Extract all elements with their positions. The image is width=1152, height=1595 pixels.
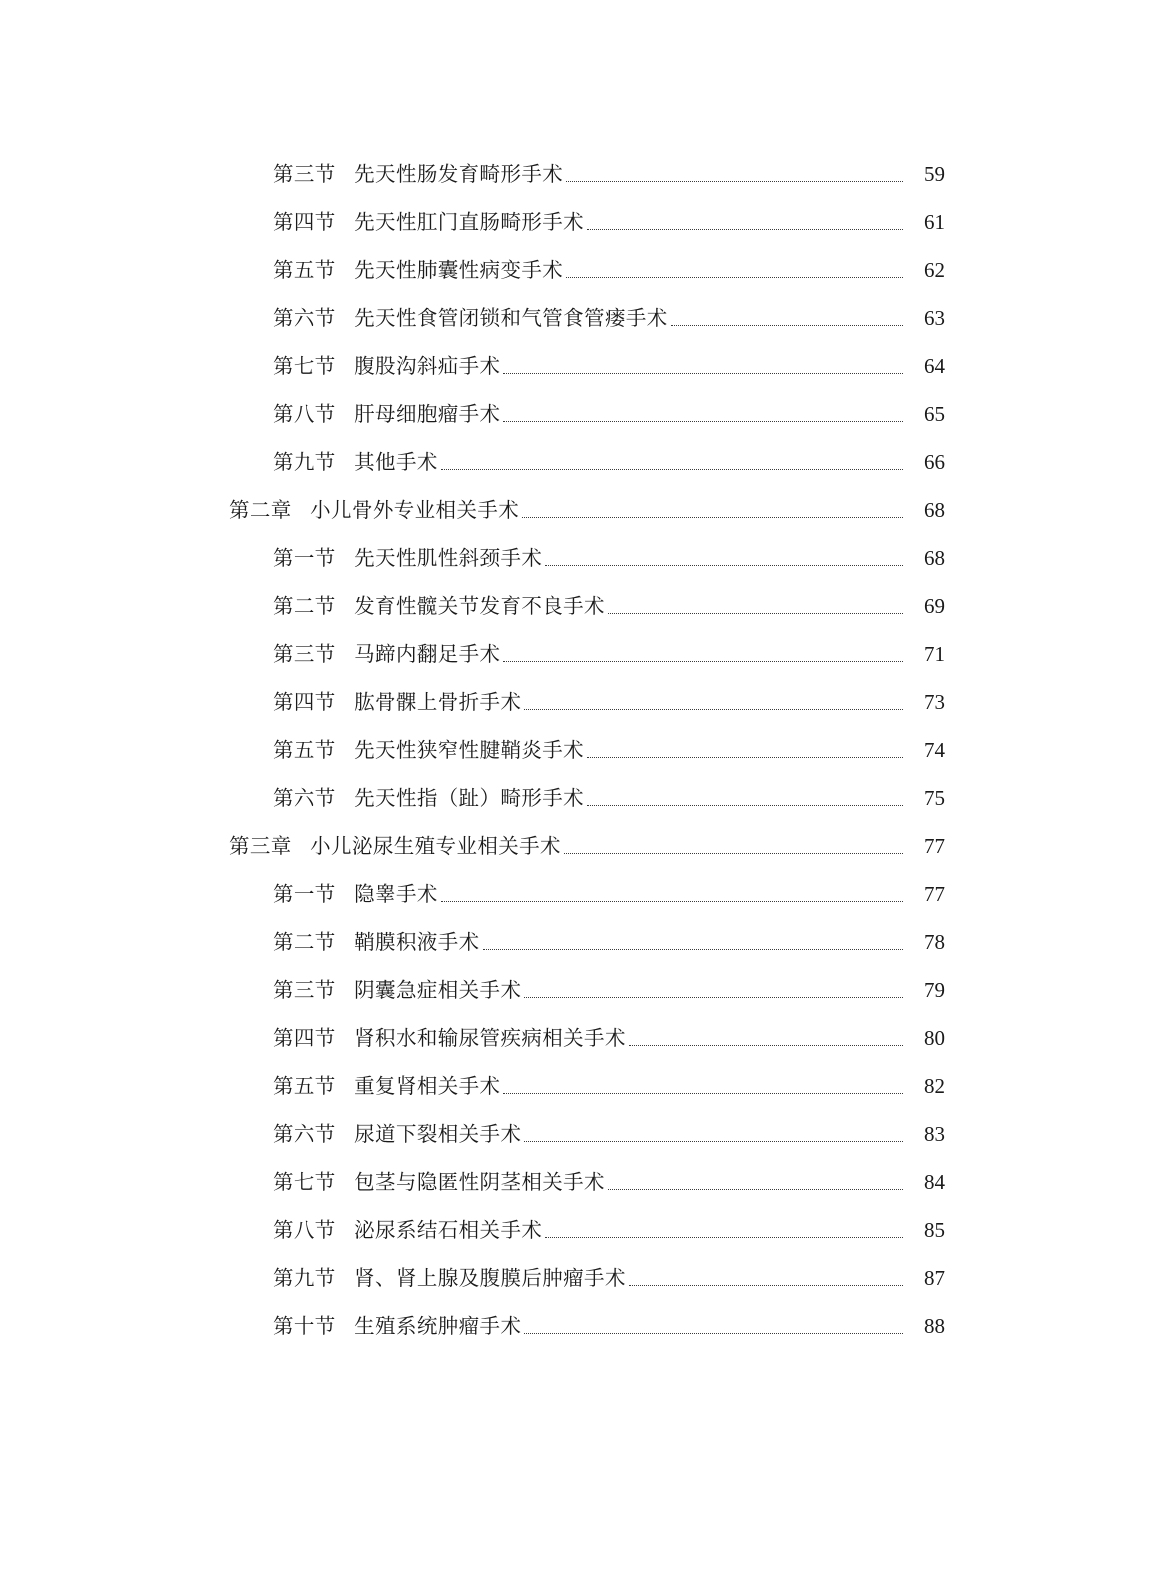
toc-page-number: 63 (924, 306, 945, 330)
toc-entry-number: 第七节 (273, 354, 336, 378)
dot-leader (545, 564, 903, 566)
toc-entry-label (273, 1206, 542, 1254)
toc-entry-label (273, 1158, 605, 1206)
toc-page-number: 68 (924, 546, 945, 570)
toc-entry-number: 第五节 (273, 1074, 336, 1098)
toc-section-entry[interactable] (0, 246, 1152, 294)
toc-entry-label (273, 438, 438, 486)
toc-section-entry[interactable] (0, 726, 1152, 774)
toc-page-number: 73 (924, 690, 945, 714)
dot-leader (503, 660, 903, 662)
toc-section-entry[interactable] (0, 1062, 1152, 1110)
toc-entry-number: 第九节 (273, 450, 336, 474)
toc-entry-title: 重复肾相关手术 (354, 1074, 501, 1098)
toc-entry-label (273, 342, 500, 390)
dot-leader (608, 1188, 903, 1190)
toc-entry-title: 先天性肠发育畸形手术 (354, 162, 564, 186)
toc-entry-number: 第二节 (273, 594, 336, 618)
toc-entry-title: 泌尿系结石相关手术 (354, 1218, 543, 1242)
toc-section-entry[interactable] (0, 1254, 1152, 1302)
toc-page-number: 85 (924, 1218, 945, 1242)
dot-leader (441, 468, 903, 470)
toc-section-entry[interactable] (0, 198, 1152, 246)
dot-leader (524, 1140, 903, 1142)
toc-entry-number: 第四节 (273, 1026, 336, 1050)
toc-entry-title: 阴囊急症相关手术 (354, 978, 522, 1002)
toc-entry-number: 第一节 (273, 546, 336, 570)
dot-leader (564, 852, 903, 854)
toc-section-entry[interactable] (0, 150, 1152, 198)
dot-leader (587, 804, 903, 806)
toc-section-entry[interactable] (0, 582, 1152, 630)
dot-leader (503, 372, 903, 374)
toc-section-entry[interactable] (0, 678, 1152, 726)
toc-entry-label (273, 678, 521, 726)
dot-leader (587, 228, 903, 230)
toc-entry-label (273, 630, 500, 678)
toc-page-number: 64 (924, 354, 945, 378)
toc-page-number: 75 (924, 786, 945, 810)
dot-leader (566, 180, 903, 182)
dot-leader (524, 708, 903, 710)
toc-entry-number: 第一节 (273, 882, 336, 906)
toc-section-entry[interactable] (0, 438, 1152, 486)
toc-page-number: 66 (924, 450, 945, 474)
toc-section-entry[interactable] (0, 1302, 1152, 1350)
dot-leader (524, 996, 903, 998)
toc-entry-label (273, 870, 438, 918)
toc-entry-number: 第五节 (273, 258, 336, 282)
toc-entry-label (273, 774, 584, 822)
toc-section-entry[interactable] (0, 390, 1152, 438)
toc-section-entry[interactable] (0, 630, 1152, 678)
toc-entry-title: 肾、肾上腺及腹膜后肿瘤手术 (354, 1266, 626, 1290)
toc-entry-label (273, 918, 480, 966)
toc-entry-number: 第三节 (273, 978, 336, 1002)
toc-entry-title: 先天性指（趾）畸形手术 (354, 786, 585, 810)
toc-entry-title: 小儿骨外专业相关手术 (310, 498, 520, 522)
toc-entry-number: 第八节 (273, 1218, 336, 1242)
toc-entry-label (273, 1254, 626, 1302)
toc-entry-title: 尿道下裂相关手术 (354, 1122, 522, 1146)
toc-entry-number: 第二节 (273, 930, 336, 954)
dot-leader (566, 276, 903, 278)
toc-page-number: 68 (924, 498, 945, 522)
toc-entry-label (273, 1014, 626, 1062)
toc-chapter-entry[interactable] (0, 486, 1152, 534)
toc-page-number: 77 (924, 834, 945, 858)
toc-section-entry[interactable] (0, 774, 1152, 822)
toc-entry-label (273, 966, 521, 1014)
toc-entry-label (273, 726, 584, 774)
toc-page-number: 65 (924, 402, 945, 426)
dot-leader (671, 324, 903, 326)
toc-page-number: 80 (924, 1026, 945, 1050)
toc-entry-label (273, 294, 668, 342)
toc-entry-label (273, 198, 584, 246)
dot-leader (545, 1236, 903, 1238)
table-of-contents (0, 150, 1152, 1350)
toc-entry-number: 第五节 (273, 738, 336, 762)
toc-section-entry[interactable] (0, 1110, 1152, 1158)
toc-entry-number: 第三节 (273, 162, 336, 186)
toc-entry-title: 发育性髋关节发育不良手术 (354, 594, 605, 618)
toc-entry-number: 第七节 (273, 1170, 336, 1194)
toc-page-number: 62 (924, 258, 945, 282)
toc-entry-title: 先天性肌性斜颈手术 (354, 546, 543, 570)
toc-entry-title: 先天性肛门直肠畸形手术 (354, 210, 585, 234)
toc-entry-number: 第三节 (273, 642, 336, 666)
toc-section-entry[interactable] (0, 870, 1152, 918)
toc-entry-title: 鞘膜积液手术 (354, 930, 480, 954)
dot-leader (629, 1284, 903, 1286)
toc-entry-title: 先天性食管闭锁和气管食管瘘手术 (354, 306, 668, 330)
toc-entry-label (273, 150, 563, 198)
toc-entry-label (273, 246, 563, 294)
toc-chapter-entry[interactable] (0, 822, 1152, 870)
toc-entry-label (273, 534, 542, 582)
dot-leader (522, 516, 903, 518)
toc-page-number: 69 (924, 594, 945, 618)
dot-leader (441, 900, 903, 902)
toc-page-number: 77 (924, 882, 945, 906)
toc-entry-title: 肱骨髁上骨折手术 (354, 690, 522, 714)
toc-entry-number: 第三章 (229, 834, 292, 858)
toc-section-entry[interactable] (0, 966, 1152, 1014)
toc-section-entry[interactable] (0, 918, 1152, 966)
toc-section-entry[interactable] (0, 342, 1152, 390)
toc-entry-number: 第八节 (273, 402, 336, 426)
toc-page-number: 78 (924, 930, 945, 954)
toc-entry-number: 第四节 (273, 210, 336, 234)
toc-section-entry[interactable] (0, 1206, 1152, 1254)
dot-leader (503, 1092, 903, 1094)
dot-leader (629, 1044, 903, 1046)
toc-page-number: 87 (924, 1266, 945, 1290)
dot-leader (587, 756, 903, 758)
dot-leader (608, 612, 903, 614)
toc-entry-label (229, 822, 561, 870)
toc-entry-title: 隐睾手术 (354, 882, 438, 906)
toc-entry-title: 小儿泌尿生殖专业相关手术 (310, 834, 561, 858)
toc-section-entry[interactable] (0, 294, 1152, 342)
toc-section-entry[interactable] (0, 1158, 1152, 1206)
toc-entry-title: 包茎与隐匿性阴茎相关手术 (354, 1170, 605, 1194)
toc-page-number: 82 (924, 1074, 945, 1098)
toc-entry-title: 肾积水和输尿管疾病相关手术 (354, 1026, 626, 1050)
toc-entry-title: 肝母细胞瘤手术 (354, 402, 501, 426)
toc-entry-number: 第二章 (229, 498, 292, 522)
toc-page-number: 83 (924, 1122, 945, 1146)
toc-entry-label (273, 582, 605, 630)
toc-entry-label (229, 486, 519, 534)
toc-page-number: 79 (924, 978, 945, 1002)
toc-entry-title: 先天性狭窄性腱鞘炎手术 (354, 738, 585, 762)
toc-section-entry[interactable] (0, 1014, 1152, 1062)
toc-entry-number: 第六节 (273, 306, 336, 330)
toc-page-number: 71 (924, 642, 945, 666)
dot-leader (503, 420, 903, 422)
toc-entry-number: 第九节 (273, 1266, 336, 1290)
toc-entry-title: 其他手术 (354, 450, 438, 474)
toc-entry-title: 生殖系统肿瘤手术 (354, 1314, 522, 1338)
toc-page-number: 88 (924, 1314, 945, 1338)
dot-leader (483, 948, 903, 950)
toc-entry-label (273, 390, 500, 438)
toc-page-number: 74 (924, 738, 945, 762)
toc-entry-number: 第六节 (273, 1122, 336, 1146)
toc-entry-title: 先天性肺囊性病变手术 (354, 258, 564, 282)
toc-entry-number: 第六节 (273, 786, 336, 810)
toc-entry-label (273, 1302, 521, 1350)
toc-entry-label (273, 1110, 521, 1158)
toc-entry-label (273, 1062, 500, 1110)
toc-entry-title: 腹股沟斜疝手术 (354, 354, 501, 378)
toc-page-number: 61 (924, 210, 945, 234)
toc-page-number: 84 (924, 1170, 945, 1194)
toc-section-entry[interactable] (0, 534, 1152, 582)
dot-leader (524, 1332, 903, 1334)
toc-entry-title: 马蹄内翻足手术 (354, 642, 501, 666)
toc-page-number: 59 (924, 162, 945, 186)
toc-entry-number: 第十节 (273, 1314, 336, 1338)
toc-entry-number: 第四节 (273, 690, 336, 714)
